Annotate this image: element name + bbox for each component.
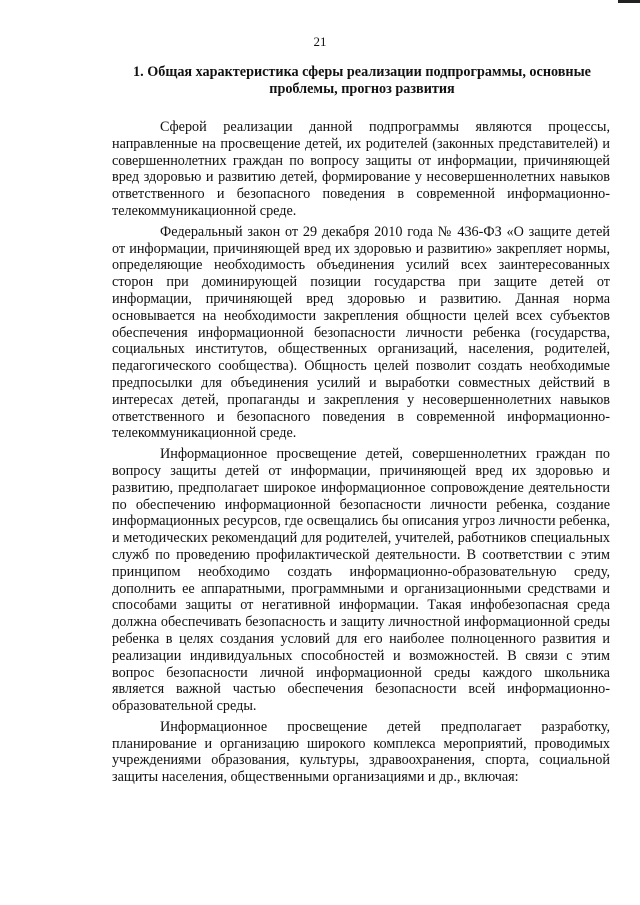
scan-corner-mark <box>618 0 640 3</box>
paragraph-1: Сферой реализации данной подпрограммы являются процессы, направленные на просвещение детей, их родителей (законных представителей) и совершеннолетних граждан по вопросу защиты от информации, причиняющей вред здоровью и развитию детей, формирование у несовершеннолетних навыков ответственного и безопасного поведения в современной информационно-телекоммуникационной среде. <box>112 119 610 219</box>
section-heading: 1. Общая характеристика сферы реализации подпрограммы, основные проблемы, прогноз развития <box>133 64 591 97</box>
paragraph-3: Информационное просвещение детей, совершеннолетних граждан по вопросу защиты детей от информации, причиняющей вред их здоровью и развитию, предполагает широкое информационное сопровождение деятельности по обеспечению информационной безопасности личности ребенка, создание информационных ресурсов, где освещались бы описания угроз личности ребенка, и методических рекомендаций для родителей, учителей, работников специальных служб по проведению профилактической деятельности. В соответствии с этим принципом необходимо создать информационно-образовательную среду, дополнить ее аппаратными, программными и организационными средствами и способами защиты от негативной информации. Такая инфобезопасная среда должна обеспечивать безопасность и защиту личностной информационной среды ребенка в целях создания условий для его наиболее полноценного развития и реализации индивидуальных способностей и возможностей. В связи с этим вопрос безопасности личной информационной среды каждого школьника является важной частью обеспечения безопасности всей информационно-образовательной среды. <box>112 446 610 715</box>
paragraph-4: Информационное просвещение детей предполагает разработку, планирование и организацию широкого комплекса мероприятий, проводимых учреждениями образования, культуры, здравоохранения, спорта, социальной защиты населения, общественными организациями и др., включая: <box>112 718 610 786</box>
paragraph-2: Федеральный закон от 29 декабря 2010 года № 436-ФЗ «О защите детей от информации, причиняющей вред их здоровью и развитию» закрепляет нормы, определяющие необходимость объединения усилий всех заинтересованных сторон при доминирующей позиции государства при защите детей от информации, причиняющей вред здоровью и развитию. Данная норма основывается на необходимости закрепления общности целей всех субъектов обеспечения информационной безопасности личности ребенка (государства, социальных институтов, общественных организаций, населения, родителей, педагогического сообщества). Общность целей позволит создать необходимые предпосылки для объединения усилий и выработки совместных действий в интересах детей, пропаганды и закрепления у несовершеннолетних навыков ответственного и безопасного поведения в современной информационно-телекоммуникационной среде. <box>112 223 610 442</box>
page-number: 21 <box>313 34 327 49</box>
document-body <box>112 119 610 790</box>
